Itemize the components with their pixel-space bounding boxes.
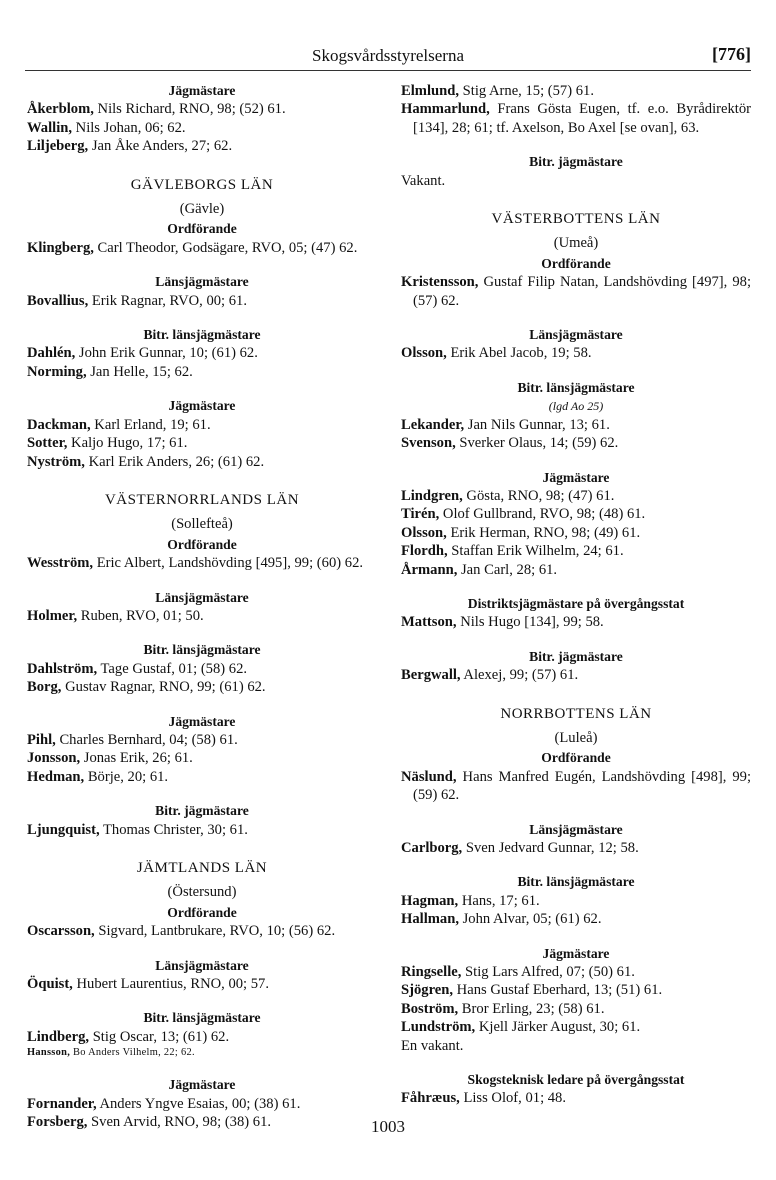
role-heading: Ordförande: [541, 750, 611, 766]
section: [27, 589, 377, 626]
person-entry: [27, 731, 377, 749]
section: [27, 491, 377, 573]
person-details: Hans Gustaf Eberhard, 13; (51) 61.: [453, 982, 663, 999]
page-number: 1003: [371, 1117, 405, 1136]
person-details: Nils Hugo [134], 99; 58.: [456, 614, 604, 631]
role-heading: Bitr. jägmästare: [155, 803, 249, 819]
person-surname: Boström,: [401, 1000, 459, 1017]
role-heading: Ordförande: [167, 536, 237, 552]
person-details: Hubert Laurentius, RNO, 00; 57.: [72, 976, 270, 993]
page-reference: [776]: [712, 44, 751, 64]
section: [401, 1071, 751, 1108]
person-details: Erik Ragnar, RVO, 00; 61.: [88, 292, 247, 309]
person-entry: [27, 1095, 377, 1113]
person-details: Gustaf Filip Natan, Landshövding [497], 98; (57) 62.: [413, 274, 751, 309]
person-details: Stig Arne, 15; (57) 61.: [459, 83, 594, 99]
person-entry: [27, 821, 377, 839]
person-details: Stig Lars Alfred, 07; (50) 61.: [461, 964, 635, 981]
person-surname: Forsberg,: [27, 1114, 88, 1131]
person-details: Eric Albert, Landshövding [495], 99; (60) 62.: [93, 555, 364, 572]
person-details: Kaljo Hugo, 17; 61.: [67, 435, 188, 452]
section: [401, 821, 751, 858]
person-surname: Svenson,: [401, 435, 456, 452]
person-surname: Hansson,: [27, 1047, 71, 1059]
person-surname: Borg,: [27, 679, 62, 696]
person-surname: Lindgren,: [401, 487, 463, 504]
person-entry: [401, 82, 751, 100]
person-entry: [401, 434, 751, 452]
person-entry: [27, 607, 377, 625]
person-surname: Fåhræus,: [401, 1090, 460, 1107]
county-seat: (Gävle): [179, 201, 225, 218]
county-seat: (Östersund): [167, 884, 237, 901]
person-entry: [27, 749, 377, 767]
person-entry: [27, 119, 377, 137]
person-surname: Näslund,: [401, 768, 457, 785]
person-details: Bo Anders Vilhelm, 22; 62.: [70, 1047, 195, 1059]
person-details: Karl Erik Anders, 26; (61) 62.: [84, 453, 265, 470]
person-entry: [27, 363, 377, 381]
person-entry: [401, 910, 751, 928]
person-details: Sven Jedvard Gunnar, 12; 58.: [462, 840, 639, 856]
role-heading: Länsjägmästare: [529, 821, 623, 837]
left-column: [27, 82, 377, 1131]
person-surname: Dackman,: [27, 416, 91, 433]
section: [401, 379, 751, 453]
person-details: Alexej, 99; (57) 61.: [460, 667, 579, 684]
section: [401, 153, 751, 190]
person-entry: [27, 100, 377, 118]
county-seat: (Umeå): [553, 235, 599, 252]
county-heading: VÄSTERNORRLANDS LÄN: [104, 491, 300, 508]
person-surname: Carlborg,: [401, 840, 463, 856]
running-title: Skogsvårdsstyrelserna: [311, 46, 465, 65]
person-entry: [401, 505, 751, 523]
person-details: Nils Johan, 06; 62.: [72, 119, 186, 136]
person-details: Hans, 17; 61.: [458, 892, 540, 909]
person-entry: [27, 416, 377, 434]
person-entry: [401, 542, 751, 560]
person-surname: Årmann,: [401, 561, 458, 578]
person-entry: [401, 416, 751, 434]
person-surname: Nyström,: [27, 453, 85, 470]
person-surname: Bergwall,: [401, 667, 461, 684]
person-entry: [27, 1046, 377, 1060]
person-surname: Lindberg,: [27, 1028, 90, 1045]
person-surname: Åkerblom,: [27, 101, 94, 118]
person-details: Stig Oscar, 13; (61) 62.: [89, 1028, 230, 1045]
person-entry: [401, 1018, 751, 1036]
person-surname: Hammarlund,: [401, 101, 490, 118]
role-heading: Bitr. länsjägmästare: [143, 1010, 261, 1026]
running-header: [25, 44, 751, 71]
person-entry: [401, 273, 751, 310]
right-column: [401, 82, 751, 1108]
person-surname: Fornander,: [27, 1095, 97, 1112]
person-entry: [401, 963, 751, 981]
person-details: John Erik Gunnar, 10; (61) 62.: [75, 345, 258, 362]
person-entry: [401, 1037, 751, 1055]
section: [27, 802, 377, 839]
person-details: Hans Manfred Eugén, Landshövding [498], 99; (59) 62.: [413, 768, 751, 804]
person-entry: [27, 975, 377, 993]
person-details: Jan Helle, 15; 62.: [86, 363, 193, 380]
person-surname: Bovallius,: [27, 292, 89, 309]
person-surname: Dahlström,: [27, 660, 98, 677]
person-details: En vakant.: [401, 1037, 464, 1054]
person-entry: [27, 1028, 377, 1046]
person-surname: Hedman,: [27, 768, 85, 785]
section: [27, 176, 377, 258]
person-entry: [401, 487, 751, 505]
section: [401, 210, 751, 310]
role-heading: Bitr. jägmästare: [529, 648, 623, 664]
person-details: Anders Yngve Esaias, 00; (38) 61.: [96, 1095, 301, 1112]
section: [401, 705, 751, 805]
person-surname: Ringselle,: [401, 964, 462, 981]
person-surname: Mattson,: [401, 614, 457, 631]
role-heading: Bitr. jägmästare: [529, 154, 623, 170]
section: [401, 469, 751, 579]
role-heading: Länsjägmästare: [155, 589, 249, 605]
role-heading: Länsjägmästare: [529, 327, 623, 343]
person-entry: [27, 239, 377, 257]
role-heading: Distriktsjägmästare på övergångsstat: [467, 595, 685, 611]
person-surname: Flordh,: [401, 543, 448, 560]
person-details: Jan Carl, 28; 61.: [457, 561, 558, 578]
role-heading: Ordförande: [541, 255, 611, 271]
section: [27, 1009, 377, 1060]
person-surname: Liljeberg,: [27, 138, 89, 155]
person-entry: [27, 137, 377, 155]
role-heading: Bitr. länsjägmästare: [517, 874, 635, 890]
role-heading: Skogsteknisk ledare på övergångsstat: [467, 1072, 685, 1088]
role-heading: Jägmästare: [168, 713, 236, 729]
role-heading: Jägmästare: [542, 945, 610, 961]
person-details: Staffan Erik Wilhelm, 24; 61.: [447, 543, 624, 560]
person-details: Charles Bernhard, 04; (58) 61.: [55, 731, 238, 748]
person-entry: [401, 100, 751, 137]
person-entry: [27, 768, 377, 786]
person-surname: Tirén,: [401, 506, 440, 523]
person-entry: [27, 660, 377, 678]
person-entry: [27, 554, 377, 572]
person-entry: [27, 678, 377, 696]
person-entry: [401, 172, 751, 190]
role-heading: Länsjägmästare: [155, 274, 249, 290]
role-note: (lgd Ao 25): [548, 399, 604, 414]
person-details: Sverker Olaus, 14; (59) 62.: [455, 435, 619, 452]
county-seat: (Luleå): [554, 729, 598, 746]
role-heading: Bitr. länsjägmästare: [517, 379, 635, 395]
role-heading: Länsjägmästare: [155, 957, 249, 973]
person-surname: Wallin,: [27, 119, 73, 136]
section: [401, 82, 751, 137]
section: [401, 945, 751, 1055]
person-details: Jan Åke Anders, 27; 62.: [88, 138, 233, 155]
role-heading: Jägmästare: [168, 83, 236, 98]
section: [401, 595, 751, 632]
person-details: Jonas Erik, 26; 61.: [80, 750, 193, 767]
section: [27, 859, 377, 941]
person-surname: Olsson,: [401, 524, 447, 541]
person-surname: Hallman,: [401, 911, 459, 928]
person-surname: Lekander,: [401, 416, 465, 433]
section: [27, 641, 377, 696]
section: [401, 326, 751, 363]
person-details: Kjell Järker August, 30; 61.: [475, 1019, 641, 1036]
person-details: Frans Gösta Eugen, tf. e.o. Byrådirektör [134], 28; 61; tf. Axelson, Bo Axel [se ovan], 63.: [413, 101, 751, 136]
person-entry: [401, 524, 751, 542]
person-details: Sven Arvid, RNO, 98; (38) 61.: [87, 1114, 272, 1131]
section: [27, 273, 377, 310]
person-details: Nils Richard, RNO, 98; (52) 61.: [93, 101, 286, 118]
person-entry: [401, 1000, 751, 1018]
person-details: Sigvard, Lantbrukare, RVO, 10; (56) 62.: [94, 923, 336, 940]
person-details: Thomas Christer, 30; 61.: [99, 821, 248, 838]
person-surname: Klingberg,: [27, 239, 94, 256]
person-details: John Alvar, 05; (61) 62.: [458, 911, 602, 928]
role-heading: Jägmästare: [542, 469, 610, 485]
person-entry: [401, 666, 751, 684]
role-heading: Ordförande: [167, 904, 237, 920]
person-surname: Wesström,: [27, 555, 94, 572]
person-details: Liss Olof, 01; 48.: [459, 1090, 567, 1107]
person-entry: [401, 561, 751, 579]
person-surname: Olsson,: [401, 345, 447, 362]
section: [401, 873, 751, 928]
county-heading: GÄVLEBORGS LÄN: [130, 176, 274, 193]
person-surname: Hagman,: [401, 892, 459, 909]
section: [27, 957, 377, 994]
role-heading: Jägmästare: [168, 398, 236, 414]
person-entry: [401, 981, 751, 999]
person-surname: Ljungquist,: [27, 821, 100, 838]
person-entry: [401, 839, 751, 857]
person-surname: Holmer,: [27, 607, 78, 624]
person-surname: Jonsson,: [27, 750, 81, 767]
person-details: Tage Gustaf, 01; (58) 62.: [97, 660, 248, 677]
person-entry: [401, 768, 751, 805]
person-details: Bror Erling, 23; (58) 61.: [458, 1000, 605, 1017]
role-heading: Bitr. länsjägmästare: [143, 327, 261, 343]
person-details: Olof Gullbrand, RVO, 98; (48) 61.: [439, 506, 646, 523]
role-heading: Ordförande: [167, 221, 237, 237]
county-heading: NORRBOTTENS LÄN: [500, 705, 652, 722]
section: [27, 713, 377, 787]
person-surname: Öquist,: [27, 976, 73, 993]
person-entry: [401, 1089, 751, 1107]
person-details: Erik Herman, RNO, 98; (49) 61.: [446, 524, 641, 541]
person-details: Vakant.: [401, 172, 446, 189]
person-entry: [401, 613, 751, 631]
person-details: Gustav Ragnar, RNO, 99; (61) 62.: [61, 679, 266, 696]
person-surname: Pihl,: [27, 731, 56, 748]
person-surname: Lundström,: [401, 1019, 476, 1036]
person-entry: [27, 922, 377, 940]
person-details: Gösta, RNO, 98; (47) 61.: [462, 487, 615, 504]
section: [27, 397, 377, 471]
person-entry: [401, 892, 751, 910]
person-entry: [27, 434, 377, 452]
role-heading: Jägmästare: [168, 1077, 236, 1093]
person-entry: [401, 344, 751, 362]
person-entry: [27, 453, 377, 471]
person-details: Jan Nils Gunnar, 13; 61.: [464, 416, 610, 433]
section: [27, 326, 377, 381]
section: [401, 648, 751, 685]
person-surname: Dahlén,: [27, 345, 76, 362]
person-surname: Sotter,: [27, 435, 68, 452]
person-details: Erik Abel Jacob, 19; 58.: [446, 345, 592, 362]
person-surname: Sjögren,: [401, 982, 454, 999]
person-details: Börje, 20; 61.: [84, 768, 169, 785]
role-heading: Bitr. länsjägmästare: [143, 642, 261, 658]
person-surname: Kristensson,: [401, 274, 479, 291]
person-details: Carl Theodor, Godsägare, RVO, 05; (47) 62.: [93, 239, 358, 256]
person-details: Karl Erland, 19; 61.: [90, 416, 211, 433]
person-surname: Elmlund,: [401, 83, 459, 99]
person-surname: Oscarsson,: [27, 923, 95, 940]
section: [27, 82, 377, 156]
county-heading: VÄSTERBOTTENS LÄN: [491, 211, 661, 228]
person-surname: Norming,: [27, 363, 87, 380]
person-details: Ruben, RVO, 01; 50.: [77, 607, 204, 624]
county-heading: JÄMTLANDS LÄN: [136, 860, 268, 876]
person-entry: [27, 344, 377, 362]
county-seat: (Sollefteå): [171, 516, 233, 533]
person-entry: [27, 292, 377, 310]
